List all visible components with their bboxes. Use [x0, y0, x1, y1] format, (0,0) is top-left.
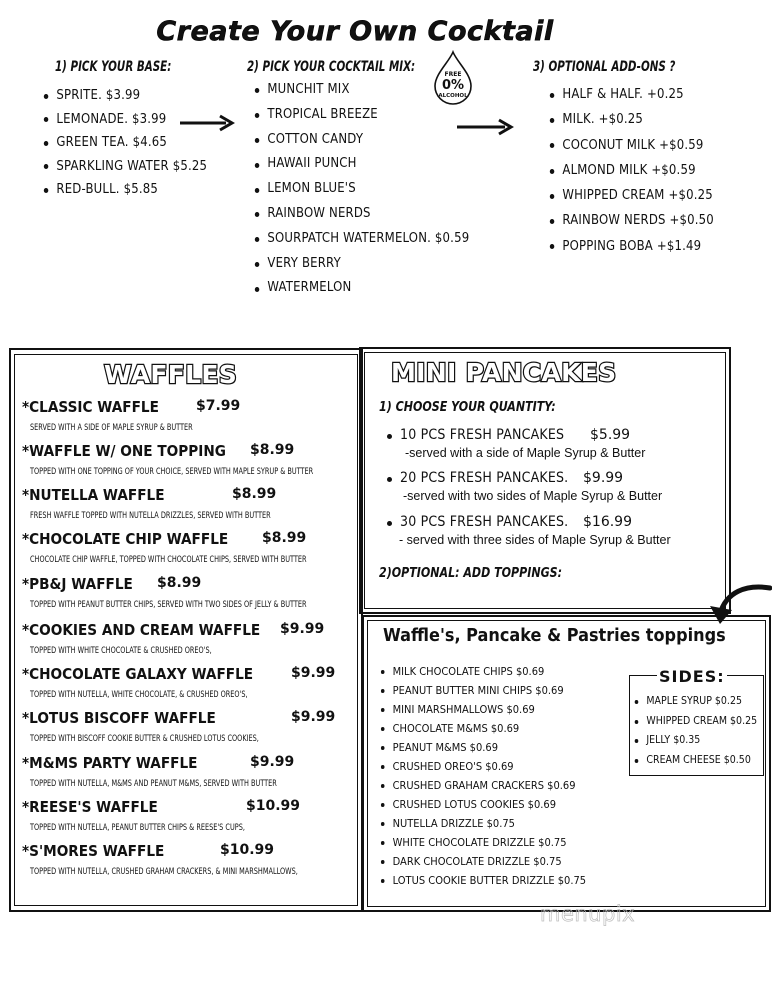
option-note: - served with three sides of Maple Syrup & Butter [399, 533, 671, 547]
item-description: TOPPED WITH PEANUT BUTTER CHIPS, SERVED WITH TWO SIDES OF JELLY & BUTTER [30, 599, 307, 609]
bullet [387, 477, 392, 482]
cocktail-title: Create Your Own Cocktail [156, 16, 554, 47]
list-item: MUNCHIT MIX [253, 78, 469, 103]
arrow-right-icon [455, 117, 517, 137]
mix-heading: 2) PICK YOUR COCKTAIL MIX: [247, 59, 416, 75]
list-item: PEANUT BUTTER MINI CHIPS $0.69 [380, 681, 586, 700]
item-price: $9.99 [280, 621, 325, 637]
base-heading: 1) PICK YOUR BASE: [55, 59, 172, 75]
option-name: 10 PCS FRESH PANCAKES [400, 427, 565, 443]
list-item: GREEN TEA. $4.65 [42, 131, 207, 155]
badge-percent: 0% [441, 78, 465, 93]
item-price: $8.99 [157, 575, 202, 591]
watermark: menupix [540, 902, 636, 926]
list-item: CREAM CHEESE $0.50 [632, 751, 757, 771]
list-item: LOTUS COOKIE BUTTER DRIZZLE $0.75 [380, 871, 586, 890]
list-item: MILK CHOCOLATE CHIPS $0.69 [380, 662, 586, 681]
list-item: VERY BERRY [253, 252, 469, 277]
item-price: $7.99 [196, 398, 241, 414]
item-name: *CLASSIC WAFFLE [22, 398, 159, 416]
list-item: CRUSHED OREO'S $0.69 [380, 757, 586, 776]
list-item: ALMOND MILK +$0.59 [548, 158, 714, 183]
item-name: *M&MS PARTY WAFFLE [22, 754, 198, 772]
list-item: WHIPPED CREAM $0.25 [632, 712, 757, 732]
item-description: SERVED WITH A SIDE OF MAPLE SYRUP & BUTTER [30, 422, 193, 432]
addons-list [548, 82, 732, 259]
list-item: MINI MARSHMALLOWS $0.69 [380, 700, 586, 719]
list-item: WHITE CHOCOLATE DRIZZLE $0.75 [380, 833, 586, 852]
item-name: *REESE'S WAFFLE [22, 798, 158, 816]
pancakes-step-quantity: 1) CHOOSE YOUR QUANTITY: [379, 400, 556, 415]
item-name: *S'MORES WAFFLE [22, 842, 165, 860]
option-price: $9.99 [583, 470, 624, 486]
item-description: CHOCOLATE CHIP WAFFLE, TOPPED WITH CHOCOLATE CHIPS, SERVED WITH BUTTER [30, 554, 307, 564]
list-item: CRUSHED GRAHAM CRACKERS $0.69 [380, 776, 586, 795]
pancakes-step-toppings: 2)OPTIONAL: ADD TOPPINGS: [379, 566, 563, 581]
item-description: FRESH WAFFLE TOPPED WITH NUTELLA DRIZZLES, SERVED WITH BUTTER [30, 510, 271, 520]
badge-free-label: FREE [444, 71, 462, 78]
toppings-list [380, 662, 609, 890]
list-item: NUTELLA DRIZZLE $0.75 [380, 814, 586, 833]
waffles-title: WAFFLES [104, 360, 238, 389]
item-price: $8.99 [262, 530, 307, 546]
option-name: 30 PCS FRESH PANCAKES. [400, 514, 569, 530]
option-price: $16.99 [583, 514, 632, 530]
bullet [387, 434, 392, 439]
list-item: MILK. +$0.25 [548, 107, 714, 132]
item-price: $9.99 [291, 709, 336, 725]
list-item: RAINBOW NERDS [253, 202, 469, 227]
list-item: HAWAII PUNCH [253, 152, 469, 177]
list-item: WATERMELON [253, 276, 469, 301]
option-name: 20 PCS FRESH PANCAKES. [400, 470, 569, 486]
list-item: JELLY $0.35 [632, 731, 757, 751]
list-item: RED-BULL. $5.85 [42, 178, 207, 202]
list-item: TROPICAL BREEZE [253, 103, 469, 128]
item-description: TOPPED WITH NUTELLA, CRUSHED GRAHAM CRACKERS, & MINI MARSHMALLOWS, [30, 866, 298, 876]
addons-heading: 3) OPTIONAL ADD-ONS ? [533, 59, 676, 75]
item-name: *NUTELLA WAFFLE [22, 486, 165, 504]
option-price: $5.99 [590, 427, 631, 443]
bullet [387, 521, 392, 526]
item-description: TOPPED WITH NUTELLA, M&MS AND PEANUT M&MS, SERVED WITH BUTTER [30, 778, 277, 788]
list-item: PEANUT M&MS $0.69 [380, 738, 586, 757]
list-item: COTTON CANDY [253, 128, 469, 153]
list-item: LEMONADE. $3.99 [42, 108, 207, 132]
list-item: POPPING BOBA +$1.49 [548, 234, 714, 259]
list-item: RAINBOW NERDS +$0.50 [548, 208, 714, 233]
item-description: TOPPED WITH WHITE CHOCOLATE & CRUSHED OREO'S, [30, 645, 212, 655]
toppings-title: Waffle's, Pancake & Pastries toppings [383, 626, 726, 646]
list-item: MAPLE SYRUP $0.25 [632, 692, 757, 712]
sides-list [632, 692, 771, 770]
item-price: $8.99 [250, 442, 295, 458]
list-item: SPRITE. $3.99 [42, 84, 207, 108]
list-item: CRUSHED LOTUS COOKIES $0.69 [380, 795, 586, 814]
item-name: *WAFFLE W/ ONE TOPPING [22, 442, 226, 460]
item-description: TOPPED WITH BISCOFF COOKIE BUTTER & CRUSHED LOTUS COOKIES, [30, 733, 259, 743]
base-list [42, 84, 225, 202]
list-item: SOURPATCH WATERMELON. $0.59 [253, 227, 469, 252]
sides-title: SIDES: [659, 667, 725, 686]
list-item: WHIPPED CREAM +$0.25 [548, 183, 714, 208]
badge-alcohol-label: ALCOHOL [438, 93, 468, 99]
list-item: DARK CHOCOLATE DRIZZLE $0.75 [380, 852, 586, 871]
list-item: CHOCOLATE M&MS $0.69 [380, 719, 586, 738]
item-description: TOPPED WITH NUTELLA, WHITE CHOCOLATE, & CRUSHED OREO'S, [30, 689, 248, 699]
list-item: HALF & HALF. +0.25 [548, 82, 714, 107]
item-name: *PB&J WAFFLE [22, 575, 133, 593]
item-name: *LOTUS BISCOFF WAFFLE [22, 709, 216, 727]
item-price: $10.99 [220, 842, 275, 858]
item-description: TOPPED WITH NUTELLA, PEANUT BUTTER CHIPS & REESE'S CUPS, [30, 822, 245, 832]
item-price: $9.99 [291, 665, 336, 681]
item-name: *CHOCOLATE GALAXY WAFFLE [22, 665, 254, 683]
item-price: $8.99 [232, 486, 277, 502]
list-item: SPARKLING WATER $5.25 [42, 155, 207, 179]
list-item: COCONUT MILK +$0.59 [548, 133, 714, 158]
arrow-right-icon [178, 113, 238, 133]
mix-list [253, 78, 493, 301]
item-price: $9.99 [250, 754, 295, 770]
item-name: *COOKIES AND CREAM WAFFLE [22, 621, 261, 639]
item-name: *CHOCOLATE CHIP WAFFLE [22, 530, 229, 548]
item-price: $10.99 [246, 798, 301, 814]
item-description: TOPPED WITH ONE TOPPING OF YOUR CHOICE, SERVED WITH MAPLE SYRUP & BUTTER [30, 466, 314, 476]
list-item: LEMON BLUE'S [253, 177, 469, 202]
option-note: -served with two sides of Maple Syrup & Butter [403, 489, 663, 503]
pancakes-title: MINI PANCAKES [391, 358, 617, 387]
option-note: -served with a side of Maple Syrup & Butter [405, 446, 646, 460]
